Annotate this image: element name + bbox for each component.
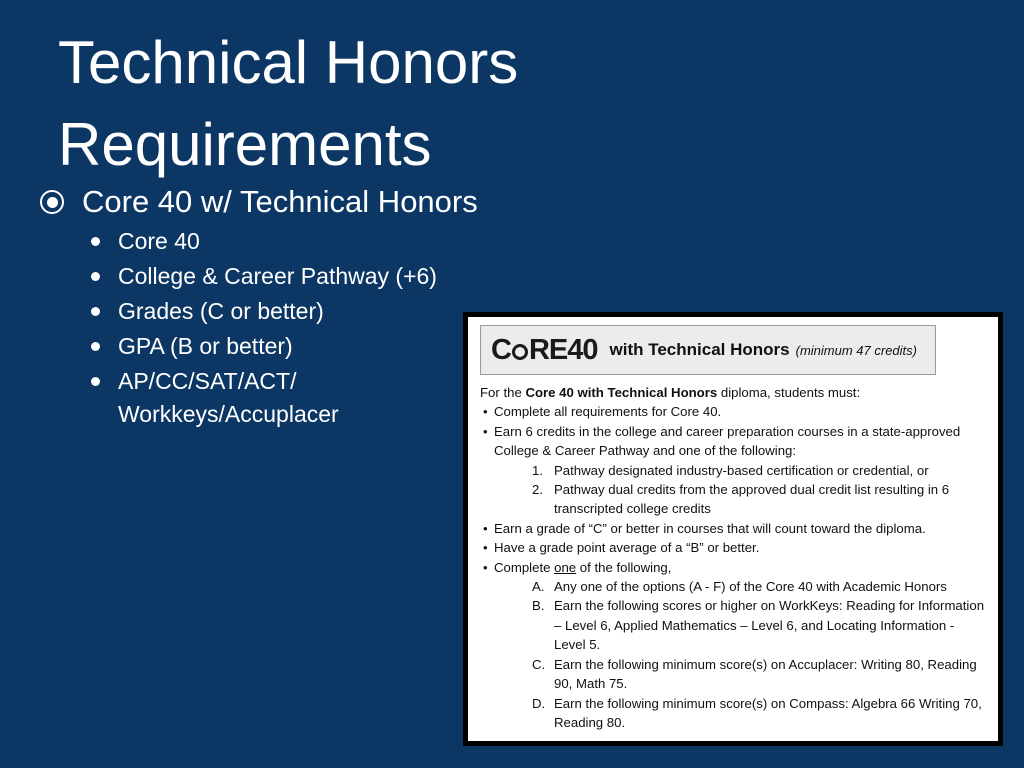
test-option: B. Earn the following scores or higher on WorkKeys: Reading for Information – Level 6, Applied Mathematics – Level 6, and Locating Information - Level 5. — [532, 598, 985, 653]
document-header-title: with Technical Honors — [609, 340, 790, 359]
bullet-dot-icon — [91, 377, 100, 386]
document-image-frame — [463, 312, 1003, 746]
document-intro: For the Core 40 with Technical Honors diploma, students must: — [480, 385, 861, 400]
requirement-item: • Have a grade point average of a “B” or better. — [480, 538, 986, 557]
document-image — [468, 317, 998, 741]
sub-bullet-list — [88, 225, 448, 433]
pathway-option-list — [494, 461, 986, 519]
main-bullet-text: Core 40 w/ Technical Honors — [82, 184, 478, 219]
requirement-list — [480, 402, 986, 732]
sub-bullet-item: Core 40 — [88, 225, 448, 258]
sub-bullet-item: GPA (B or better) — [88, 330, 448, 363]
pathway-option: 2. Pathway dual credits from the approved dual credit list resulting in 6 transcripted college credits — [532, 482, 950, 517]
document-header — [480, 325, 936, 375]
bullet-dot-icon — [91, 307, 100, 316]
requirement-item: • Earn 6 credits in the college and career preparation courses in a state-approved College & Career Pathway and one of the following: 1. Pathway designated industry-based certification or credential, or 2. Pathway dual credits from the approved dual credit list resulting in 6 transcripted college credits — [480, 422, 986, 519]
test-option-list — [494, 577, 986, 732]
core40-logo: C RE40 — [491, 333, 598, 366]
slide-title — [58, 22, 698, 186]
logo-circle-icon — [512, 344, 528, 360]
bullet-dot-icon — [91, 272, 100, 281]
slide-title-line-1: Technical Honors — [58, 29, 519, 96]
document-header-credits: (minimum 47 credits) — [795, 342, 917, 358]
test-option: A. Any one of the options (A - F) of the Core 40 with Academic Honors — [532, 579, 947, 595]
requirement-item: • Complete one of the following, A. Any one of the options (A - F) of the Core 40 with Academic Honors B. Earn the following scores or higher on WorkKeys: Reading for Information – Level 6, Applied Mathematics – Level 6, and Locating Information - Level 5. C. Earn the following minimum score(s) on Accuplacer: Writing 80, Reading 90, Math 75. D. Earn the following minimum score(s) on Compass: Algebra 66 Writing 70, Reading 80. — [480, 558, 986, 733]
sub-bullet-item: AP/CC/SAT/ACT/ Workkeys/Accuplacer — [88, 365, 448, 431]
main-bullet — [40, 183, 478, 221]
sub-bullet-item: Grades (C or better) — [88, 295, 448, 328]
bullet-dot-icon — [91, 342, 100, 351]
test-option: D. Earn the following minimum score(s) on Compass: Algebra 66 Writing 70, Reading 80. — [532, 695, 982, 730]
pathway-option: 1. Pathway designated industry-based certification or credential, or — [532, 462, 929, 478]
test-option: C. Earn the following minimum score(s) on Accuplacer: Writing 80, Reading 90, Math 75. — [532, 656, 977, 692]
requirement-item: • Earn a grade of “C” or better in courses that will count toward the diploma. — [480, 519, 986, 538]
bullet-dot-icon — [91, 237, 100, 246]
slide-title-line-2: Requirements — [58, 111, 432, 178]
document-body — [480, 383, 986, 732]
requirement-item: • Complete all requirements for Core 40. — [480, 402, 986, 421]
radio-bullet-icon — [40, 190, 64, 214]
sub-bullet-item: College & Career Pathway (+6) — [88, 260, 448, 293]
